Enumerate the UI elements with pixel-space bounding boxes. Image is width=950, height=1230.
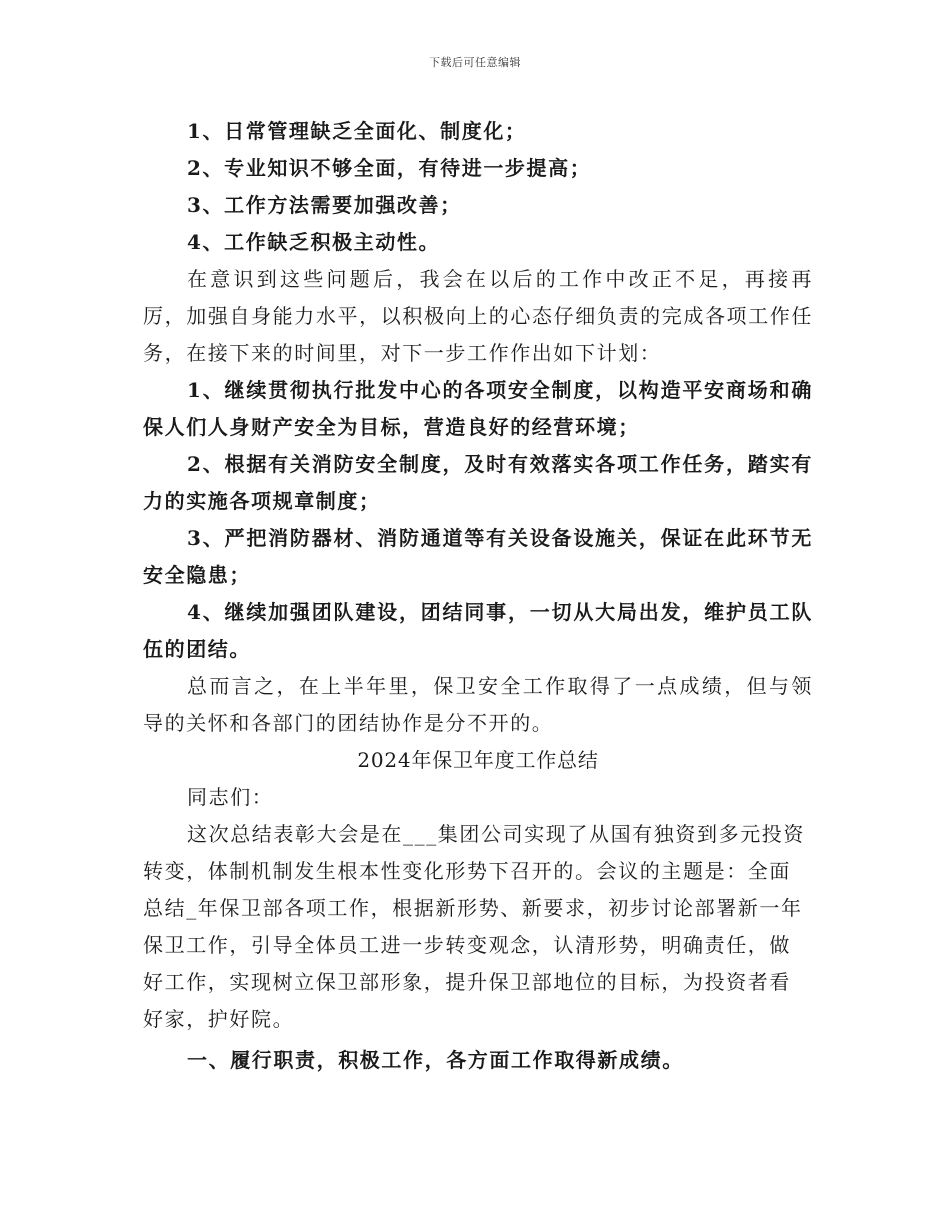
section-title: 2024年保卫年度工作总结 (357, 748, 599, 772)
list-item: 3、工作方法需要加强改善； (187, 193, 462, 217)
page-header-note: 下载后可任意编辑 (429, 56, 521, 69)
plan-item: 3、严把消防器材、消防通道等有关设备设施关，保证在此环节无安全隐患； (143, 526, 813, 587)
meeting-paragraph (143, 816, 813, 1038)
meeting-line: 好工作，实现树立保卫部形象，提升保卫部地位的目标，为投资者看 (143, 970, 791, 994)
plan-item: 4、继续加强团队建设，团结同事，一切从大局出发，维护员工队伍的团结。 (143, 600, 813, 661)
meeting-line: 这次总结表彰大会是在___集团公司实现了从国有独资到多元投资 (187, 822, 805, 846)
list-item: 4、工作缺乏积极主动性。 (187, 230, 441, 254)
summary-paragraph: 总而言之，在上半年里，保卫安全工作取得了一点成绩，但与领导的关怀和各部门的团结协作是分不开的。 (143, 674, 813, 735)
meeting-line: 总结_年保卫部各项工作，根据新形势、新要求，初步讨论部署新一年 (143, 896, 803, 920)
list-item: 1、日常管理缺乏全面化、制度化； (187, 119, 527, 143)
meeting-line: 好家，护好院。 (143, 1007, 295, 1031)
section-heading: 一、履行职责，积极工作，各方面工作取得新成绩。 (187, 1048, 684, 1072)
list-item: 2、专业知识不够全面，有待进一步提高； (187, 156, 592, 180)
document-body (143, 113, 813, 1079)
salutation: 同志们： (187, 785, 274, 809)
plan-item: 1、继续贯彻执行批发中心的各项安全制度，以构造平安商场和确保人们人身财产安全为目标，营造良好的经营环境； (143, 378, 813, 439)
meeting-line: 转变，体制机制发生根本性变化形势下召开的。会议的主题是：全面 (143, 859, 791, 883)
plan-intro-paragraph: 在意识到这些问题后，我会在以后的工作中改正不足，再接再厉，加强自身能力水平，以积极向上的心态仔细负责的完成各项工作任务，在接下来的时间里，对下一步工作作出如下计划： (143, 267, 813, 365)
plan-item: 2、根据有关消防安全制度，及时有效落实各项工作任务，踏实有力的实施各项规章制度； (143, 452, 813, 513)
meeting-line: 保卫工作，引导全体员工进一步转变观念，认清形势，明确责任，做 (143, 933, 791, 957)
